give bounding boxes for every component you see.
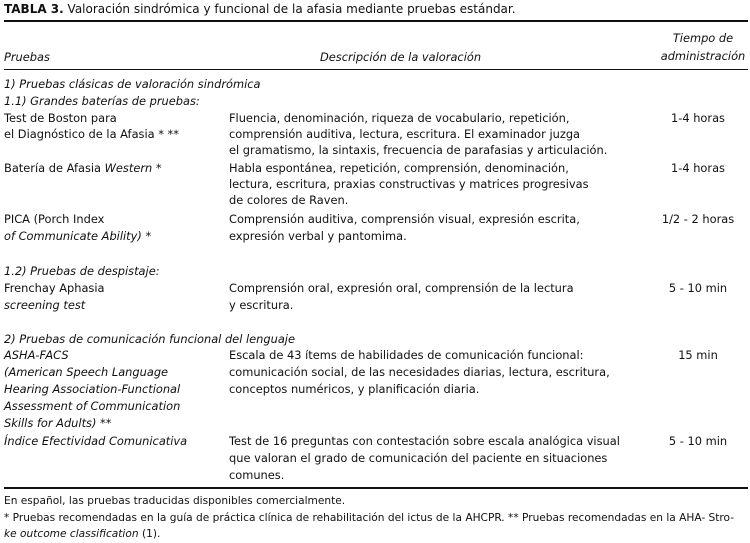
table-caption [4, 2, 516, 18]
row-name-line: ASHA-FACS [4, 348, 69, 362]
row-desc-line: Escala de 43 ítems de habilidades de comunicación funcional: [229, 348, 584, 362]
row-name-line: Hearing Association-Functional [4, 382, 181, 396]
row-desc-line: Habla espontánea, repetición, comprensión, denominación, [229, 161, 569, 175]
table-label: TABLA 3. [4, 2, 64, 16]
row-desc-line: expresión verbal y pantomima. [229, 229, 407, 243]
bottom-rule [4, 487, 748, 489]
row-name-line: Frenchay Aphasia [4, 281, 105, 295]
section-1-heading: 1) Pruebas clásicas de valoración sindrómica [4, 77, 261, 91]
row-desc-line: Fluencia, denominación, riqueza de vocabulario, repetición, [229, 111, 570, 125]
row-desc-line: comunes. [229, 468, 285, 482]
row-name-line: Índice Efectividad Comunicativa [4, 434, 188, 448]
row-time: 5 - 10 min [668, 281, 728, 295]
row-desc-line: Comprensión oral, expresión oral, comprensión de la lectura [229, 281, 574, 295]
row-time: 1/2 - 2 horas [661, 212, 735, 226]
header-tiempo-line1: Tiempo de [672, 31, 734, 45]
section-2-heading: 2) Pruebas de comunicación funcional del lenguaje [4, 332, 295, 346]
section-1-2-heading: 1.2) Pruebas de despistaje: [4, 264, 160, 278]
row-desc-line: y escritura. [229, 298, 294, 312]
row-time: 5 - 10 min [668, 434, 728, 448]
row-name-line: screening test [4, 298, 86, 312]
header-tiempo-line2: administración [660, 49, 746, 63]
row-desc-line: el gramatismo, la sintaxis, frecuencia de parafasias y articulación. [229, 143, 608, 157]
row-desc-line: que valoran el grado de comunicación del paciente en situaciones [229, 451, 608, 465]
row-name-line: Test de Boston para [4, 111, 117, 125]
row-name-line: Assessment of Communication [4, 399, 181, 413]
row-name-line: el Diagnóstico de la Afasia * ** [4, 127, 179, 141]
header-rule [4, 69, 748, 70]
header-descripcion: Descripción de la valoración [320, 50, 482, 64]
row-desc-line: conceptos numéricos, y planificación diaria. [229, 382, 480, 396]
row-time: 1-4 horas [670, 111, 725, 125]
row-time: 1-4 horas [670, 161, 725, 175]
table-caption-text: Valoración sindrómica y funcional de la afasia mediante pruebas estándar. [67, 2, 516, 16]
row-name-line: PICA (Porch Index [4, 212, 105, 226]
row-desc-line: comunicación social, de las necesidades diarias, lectura, escritura, [229, 365, 610, 379]
row-name-line: Skills for Adults) ** [4, 416, 112, 430]
row-name-line: Batería de Afasia Western * [4, 161, 162, 175]
footnote-line: En español, las pruebas traducidas disponibles comercialmente. [4, 495, 346, 507]
row-desc-line: comprensión auditiva, lectura, escritura. El examinador juzga [229, 127, 581, 141]
row-desc-line: Test de 16 preguntas con contestación sobre escala analógica visual [229, 434, 620, 448]
row-desc-line: lectura, escritura, praxias constructivas y matrices progresivas [229, 177, 589, 191]
row-name-line: of Communicate Ability) * [4, 229, 152, 243]
row-name-line: (American Speech Language [4, 365, 169, 379]
row-desc-line: de colores de Raven. [229, 193, 349, 207]
row-time: 15 min [678, 348, 718, 362]
top-rule [4, 20, 748, 22]
section-1-1-heading: 1.1) Grandes baterías de pruebas: [4, 94, 200, 108]
footnote-line: ke outcome classification (1). [4, 528, 161, 540]
header-pruebas: Pruebas [4, 50, 50, 64]
row-desc-line: Comprensión auditiva, comprensión visual, expresión escrita, [229, 212, 580, 226]
footnote-line: * Pruebas recomendadas en la guía de práctica clínica de rehabilitación del ictus de la AHCPR. ** Pruebas recomendadas en la AHA- Stro- [4, 512, 735, 524]
